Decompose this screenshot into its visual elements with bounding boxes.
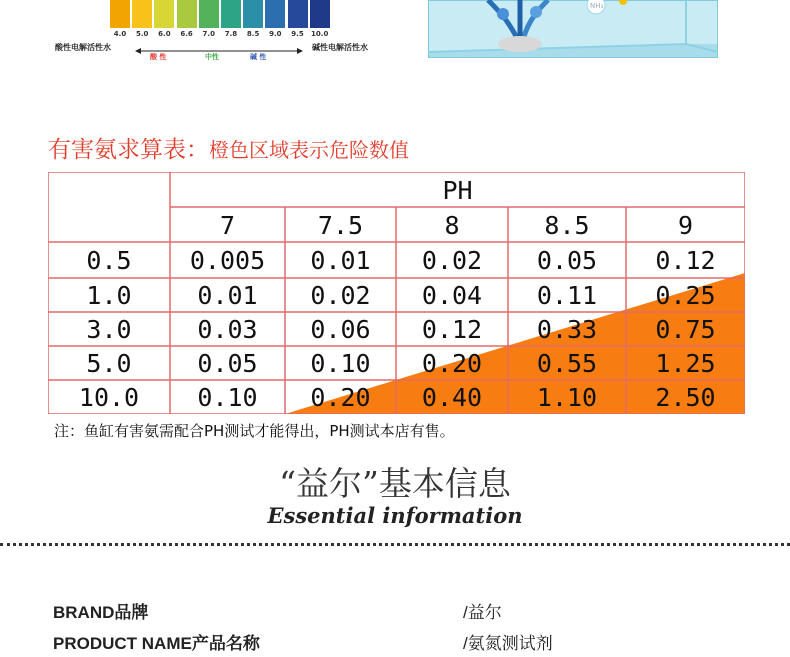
ammonia-row-header: 0.5: [86, 246, 132, 275]
svg-text:NH₃: NH₃: [590, 2, 604, 10]
table-cell: 0.06: [310, 315, 371, 344]
table-cell: 0.05: [197, 349, 258, 378]
ph-scale-item: [199, 0, 219, 38]
table-cell: 0.33: [536, 315, 598, 344]
table-cell: 0.12: [421, 315, 483, 344]
table-cell: 0.03: [197, 315, 258, 344]
ph-swatch: [310, 0, 330, 28]
table-cell: 0.75: [655, 315, 716, 344]
brand-value: /益尔: [463, 603, 502, 622]
ph-scale-item: [177, 0, 197, 38]
ph-value: 6.6: [180, 30, 193, 38]
ph-color-scale: [110, 0, 332, 38]
ph-value: 7.8: [224, 30, 238, 38]
product-name-label: PRODUCT NAME产品名称: [53, 634, 260, 653]
ph-value: 9.0: [269, 30, 282, 38]
table-cell: 0.25: [655, 281, 716, 310]
ph-swatch: [110, 0, 130, 28]
table-cell: 0.20: [421, 349, 483, 378]
ph-value: 10.0: [311, 30, 329, 38]
table-cell: 0.20: [310, 383, 371, 412]
ph-column-header: 9: [677, 210, 694, 240]
ph-value: 7.0: [202, 30, 215, 38]
table-cell: 1.25: [655, 349, 716, 378]
table-cell: 0.40: [421, 383, 483, 412]
table-cell: 0.02: [421, 246, 483, 275]
ph-scale-item: [243, 0, 263, 38]
table-cell: 0.11: [536, 281, 598, 310]
table-cell: 0.10: [197, 383, 258, 412]
ph-scale-item: [288, 0, 308, 38]
zone-acidic: 酸 性: [150, 53, 167, 61]
ph-column-header: 8: [444, 210, 460, 240]
table-cell: 0.10: [310, 349, 371, 378]
title-subtitle: 橙色区域表示危险数值: [209, 138, 409, 162]
ph-swatch: [265, 0, 285, 28]
ph-value: 6.0: [158, 30, 171, 38]
ph-scale-item: [310, 0, 330, 38]
ph-scale-item: [132, 0, 152, 38]
ammonia-table: [48, 172, 745, 414]
table-cell: 0.02: [310, 281, 371, 310]
page-title: [48, 131, 409, 164]
ph-swatch: [199, 0, 219, 28]
aquarium-tank-illustration: [428, 0, 718, 58]
table-cell: 0.55: [536, 349, 598, 378]
ph-scale-item: [154, 0, 174, 38]
ph-value: 4.0: [113, 30, 127, 38]
ph-swatch: [288, 0, 308, 28]
ph-scale-item: [110, 0, 130, 38]
section-subtitle: Essential information: [267, 503, 523, 528]
table-cell: 0.12: [655, 246, 716, 275]
ammonia-row-header: 5.0: [86, 349, 132, 378]
ammonia-row-header: 1.0: [86, 281, 132, 310]
ph-value: 9.5: [291, 30, 304, 38]
ph-swatch: [177, 0, 197, 28]
table-cell: 0.005: [189, 246, 266, 275]
footnote: 注：鱼缸有害氨需配合PH测试才能得出，PH测试本店有售。: [54, 422, 455, 440]
table-cell: 0.04: [421, 281, 483, 310]
ph-swatch: [221, 0, 241, 28]
zone-alkaline: 碱 性: [250, 53, 267, 61]
section-title: “益尔”基本信息: [279, 464, 511, 503]
title-main: 有害氨求算表：: [48, 137, 209, 163]
ph-swatch: [132, 0, 152, 28]
ammonia-row-header: 10.0: [78, 383, 140, 412]
dotted-divider: [0, 543, 790, 546]
ph-scale-item: [221, 0, 241, 38]
table-cell: 2.50: [655, 383, 716, 412]
product-name-value: /氨氮测试剂: [463, 634, 553, 653]
ph-value: 5.0: [135, 30, 149, 38]
ammonia-row-header: 3.0: [86, 315, 132, 344]
alkaline-water-label: 碱性电解活性水: [312, 43, 368, 52]
zone-neutral: 中性: [205, 53, 219, 61]
brand-label: BRAND品牌: [53, 603, 149, 622]
ph-scale-item: [265, 0, 285, 38]
ph-column-header: 7.5: [317, 210, 364, 240]
table-cell: 1.10: [536, 383, 598, 412]
table-cell: 0.01: [310, 246, 371, 275]
table-cell: 0.01: [197, 281, 258, 310]
ph-value: 8.5: [246, 30, 260, 38]
table-header-ph: PH: [442, 176, 473, 205]
ph-column-header: 8.5: [544, 210, 590, 240]
acidic-water-label: 酸性电解活性水: [55, 43, 111, 52]
ph-column-header: 7: [219, 210, 236, 240]
ph-swatch: [154, 0, 174, 28]
table-cell: 0.05: [536, 246, 598, 275]
ph-swatch: [243, 0, 263, 28]
